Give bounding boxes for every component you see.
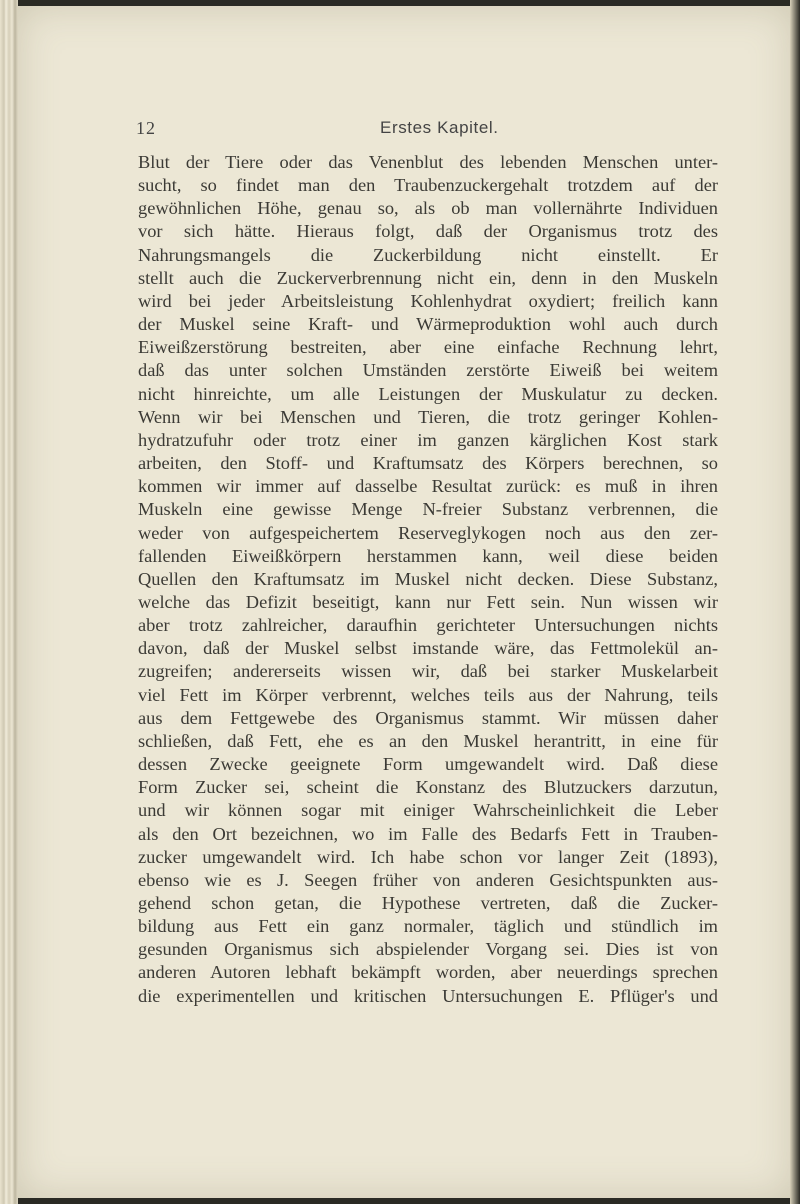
- text-line: weder von aufgespeichertem Reserveglykogen noch aus den zer-: [138, 522, 718, 543]
- text-line: gesunden Organismus sich abspielender Vorgang sei. Dies ist von: [138, 939, 718, 960]
- text-line: und wir können sogar mit einiger Wahrscheinlichkeit die Leber: [138, 800, 718, 821]
- text-line: zugreifen; andererseits wissen wir, daß bei starker Muskelarbeit: [138, 661, 718, 682]
- text-line: Muskeln eine gewisse Menge N-freier Substanz verbrennen, die: [138, 499, 718, 520]
- text-line: Form Zucker sei, scheint die Konstanz des Blutzuckers darzutun,: [138, 777, 718, 798]
- text-line: als den Ort bezeichnen, wo im Falle des Bedarfs Fett in Trauben-: [138, 823, 718, 844]
- book-spine-edge: [0, 0, 18, 1204]
- text-line: anderen Autoren lebhaft bekämpft worden, aber neuerdings sprechen: [138, 962, 718, 983]
- text-line: nicht hinreichte, um alle Leistungen der Muskulatur zu decken.: [138, 383, 718, 404]
- body-text: [138, 151, 718, 1008]
- text-line: Quellen den Kraftumsatz im Muskel nicht decken. Diese Substanz,: [138, 568, 718, 589]
- text-line: davon, daß der Muskel selbst imstande wäre, das Fettmolekül an-: [138, 638, 718, 659]
- text-line: sucht, so findet man den Traubenzuckergehalt trotzdem auf der: [138, 175, 718, 196]
- text-line: schließen, daß Fett, ehe es an den Muskel herantritt, in eine für: [138, 730, 718, 751]
- text-line: hydratzufuhr oder trotz einer im ganzen kärglichen Kost stark: [138, 429, 718, 450]
- text-line: daß das unter solchen Umständen zerstörte Eiweiß bei weitem: [138, 360, 718, 381]
- page-number: 12: [136, 118, 156, 138]
- text-line: zucker umgewandelt wird. Ich habe schon vor langer Zeit (1893),: [138, 846, 718, 867]
- text-line: aus dem Fettgewebe des Organismus stammt. Wir müssen daher: [138, 707, 718, 728]
- text-line: Nahrungsmangels die Zuckerbildung nicht einstellt. Er: [138, 244, 718, 265]
- text-line: bildung aus Fett ein ganz normaler, täglich und stündlich im: [138, 916, 718, 937]
- text-line: Eiweißzerstörung bestreiten, aber eine einfache Rechnung lehrt,: [138, 337, 718, 358]
- text-line: gewöhnlichen Höhe, genau so, als ob man vollernährte Individuen: [138, 198, 718, 219]
- text-line: kommen wir immer auf dasselbe Resultat zurück: es muß in ihren: [138, 476, 718, 497]
- text-line: welche das Defizit beseitigt, kann nur Fett sein. Nun wissen wir: [138, 591, 718, 612]
- page-header: [118, 118, 718, 144]
- text-line: wird bei jeder Arbeitsleistung Kohlenhydrat oxydiert; freilich kann: [138, 290, 718, 311]
- text-line: aber trotz zahlreicher, daraufhin gerichteter Untersuchungen nichts: [138, 615, 718, 636]
- text-line: vor sich hätte. Hieraus folgt, daß der Organismus trotz des: [138, 221, 718, 242]
- page-right-edge: [790, 0, 800, 1204]
- text-line: die experimentellen und kritischen Untersuchungen E. Pflüger's und: [138, 985, 718, 1006]
- text-line: gehend schon getan, die Hypothese vertreten, daß die Zucker-: [138, 893, 718, 913]
- text-line: viel Fett im Körper verbrennt, welches teils aus der Nahrung, teils: [138, 684, 718, 705]
- running-head: Erstes Kapitel.: [380, 118, 499, 137]
- text-line: fallenden Eiweißkörpern herstammen kann, weil diese beiden: [138, 545, 718, 566]
- text-line: dessen Zwecke geeignete Form umgewandelt wird. Daß diese: [138, 754, 718, 775]
- text-line: ebenso wie es J. Seegen früher von anderen Gesichtspunkten aus-: [138, 869, 718, 890]
- text-line: Blut der Tiere oder das Venenblut des lebenden Menschen unter-: [138, 152, 718, 172]
- text-line: Wenn wir bei Menschen und Tieren, die trotz geringer Kohlen-: [138, 406, 718, 427]
- text-line: stellt auch die Zuckerverbrennung nicht ein, denn in den Muskeln: [138, 267, 718, 288]
- text-line: arbeiten, den Stoff- und Kraftumsatz des Körpers berechnen, so: [138, 453, 718, 474]
- text-line: der Muskel seine Kraft- und Wärmeproduktion wohl auch durch: [138, 314, 718, 335]
